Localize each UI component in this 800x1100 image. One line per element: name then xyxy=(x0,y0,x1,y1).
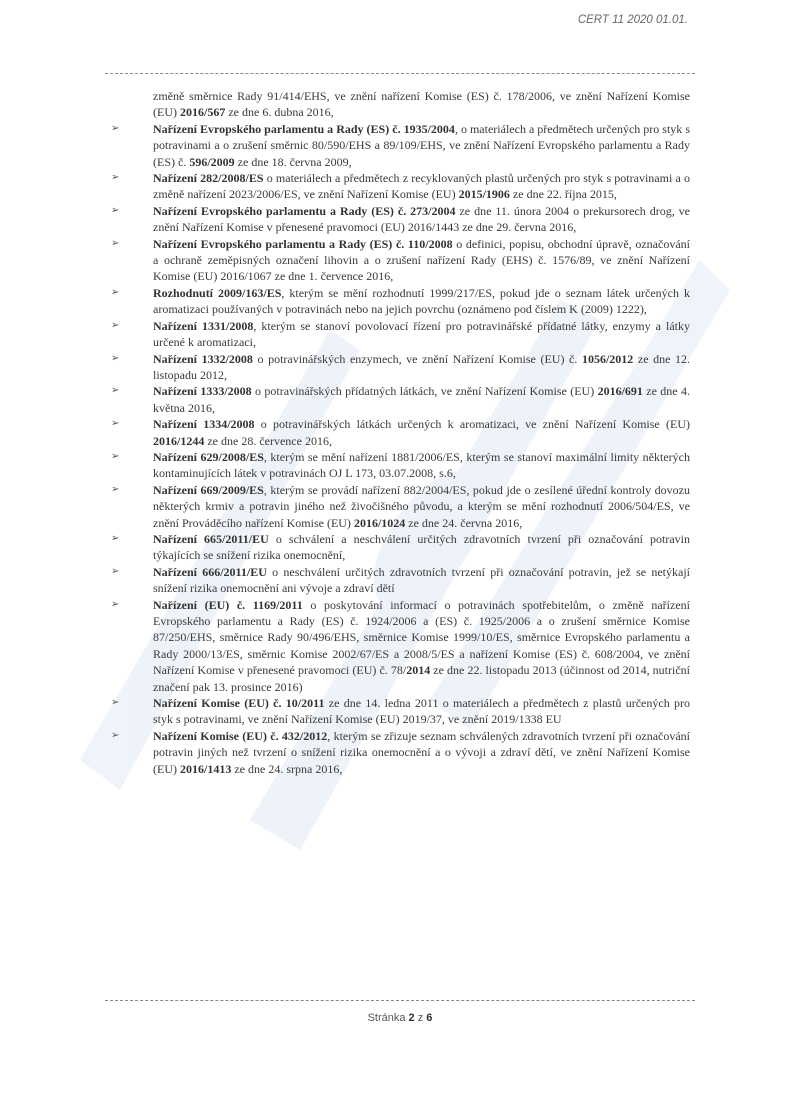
list-item xyxy=(111,416,690,449)
regulation-reference: 2015/1906 xyxy=(458,187,510,202)
regulation-text: , kterým se mění rozhodnutí 1999/217/ES, pokud jde o seznam látek určených k aromatizaci používaných v potravinách nebo na jejich povrchu (oznámeno pod číslem K (2009) 1222), xyxy=(153,285,690,317)
header-divider xyxy=(105,73,695,74)
regulation-reference: 1056/2012 xyxy=(581,351,634,366)
arrow-bullet-icon: ➢ xyxy=(111,483,120,495)
regulation-text: ze dne 22. října 2015, xyxy=(509,187,617,202)
page-prefix: Stránka xyxy=(367,1012,409,1024)
regulation-text: o materiálech a předmětech z recyklovaných plastů určených pro styk s potravinami a o změně nařízení 2023/2006/ES, ve znění Nařízení Komise (EU) xyxy=(153,171,690,202)
arrow-bullet-icon: ➢ xyxy=(111,729,120,741)
regulation-reference: Nařízení 1334/2008 xyxy=(153,417,255,432)
regulation-text: , kterým se provádí nařízení 882/2004/ES, pokud jde o zesílené úřední kontroly dovozu některých krmiv a potravin jiného než živočišného původu, a kterým se mění rozhodnutí 2006/504/ES, ve znění Prováděcího nařízení Komise (EU) xyxy=(153,482,690,530)
arrow-bullet-icon: ➢ xyxy=(111,319,120,331)
list-item xyxy=(111,203,690,236)
list-item xyxy=(111,351,691,384)
regulation-reference: Nařízení 629/2008/ES xyxy=(153,449,264,464)
regulation-text: o schválení a neschválení určitých zdravotních tvrzení při označování potravin týkajících se snížení rizika onemocnění, xyxy=(153,531,690,563)
regulation-reference: Nařízení Evropského parlamentu a Rady (ES) č. 1935/2004 xyxy=(153,121,455,136)
arrow-bullet-icon: ➢ xyxy=(111,237,120,249)
list-item xyxy=(111,531,690,564)
regulation-text: ze dne 24. srpna 2016, xyxy=(231,761,343,776)
regulation-reference: Nařízení 282/2008/ES xyxy=(153,171,264,186)
arrow-bullet-icon: ➢ xyxy=(111,565,120,577)
list-item xyxy=(111,597,690,695)
page-total: 6 xyxy=(426,1012,433,1024)
regulation-text: ze dne 24. června 2016, xyxy=(405,515,523,530)
regulation-text: o poskytování informací o potravinách spotřebitelům, o změně nařízení Evropského parlamentu a Rady (ES) č. 1924/2006 a (ES) č. 1925/2006 a o zrušení směrnice Komise 87/250/EHS, směrnice Rady 90/496/EHS, směrnice Komise 1999/10/ES, směrnice Evropského parlamentu a Rady 2000/13/ES, směrnic Komise 2002/67/ES a 2008/5/ES a nařízení Komise (ES) č. 608/2004, ve znění Nařízení Komise v přenesené pravomoci (EU) č. 78/ xyxy=(153,597,690,678)
regulation-reference: 2016/691 xyxy=(597,384,643,399)
arrow-bullet-icon: ➢ xyxy=(111,418,120,430)
page-number xyxy=(0,1012,800,1024)
regulation-reference: Nařízení 1333/2008 xyxy=(153,384,252,399)
regulation-text: ze dne 14. ledna 2011 o materiálech a předmětech z plastů určených pro styk s potravinami, ve znění Nařízení Komise (EU) 2019/37, ve znění 2019/1338 EU xyxy=(153,696,690,727)
regulation-reference: Nařízení 666/2011/EU xyxy=(153,564,267,579)
regulation-reference: Nařízení Komise (EU) č. 10/2011 xyxy=(153,696,325,711)
regulation-reference: Nařízení 1331/2008 xyxy=(153,318,254,333)
regulation-text: o neschválení určitých zdravotních tvrzení při označování potravin, jež se netýkají snížení rizika onemocnění ani vývoje a zdraví dětí xyxy=(153,564,690,596)
list-item xyxy=(111,170,690,203)
regulation-reference: Nařízení Evropského parlamentu a Rady (ES) č. 273/2004 xyxy=(153,203,456,218)
regulation-reference: 596/2009 xyxy=(189,154,235,169)
regulation-list xyxy=(111,121,691,777)
arrow-bullet-icon: ➢ xyxy=(111,352,120,364)
regulation-text: ze dne 28. července 2016, xyxy=(204,433,332,448)
list-item xyxy=(111,728,691,777)
regulation-text: , o materiálech a předmětech určených pro styk s potravinami a o zrušení směrnic 80/590/EHS a 89/109/EHS, ve znění Nařízení Evropského parlamentu a Rady (ES) č. xyxy=(153,121,690,169)
regulation-reference: 2016/1024 xyxy=(353,515,406,530)
arrow-bullet-icon: ➢ xyxy=(111,532,120,544)
regulation-text: ze dne 18. června 2009, xyxy=(234,154,352,169)
page-sep: z xyxy=(414,1012,427,1024)
regulation-text: o potravinářských enzymech, ve znění Nařízení Komise (EU) č. xyxy=(252,351,582,366)
regulation-reference: Nařízení Evropského parlamentu a Rady (ES) č. 110/2008 xyxy=(153,236,453,251)
list-item xyxy=(111,695,690,728)
list-item xyxy=(111,236,690,285)
regulation-reference: Nařízení (EU) č. 1169/2011 xyxy=(153,597,303,612)
regulation-text: ze dne 4. května 2016, xyxy=(153,384,690,415)
regulation-reference: 2016/567 xyxy=(180,105,226,120)
continued-paragraph xyxy=(153,88,690,121)
arrow-bullet-icon: ➢ xyxy=(111,204,120,216)
regulation-list-section xyxy=(111,88,691,777)
regulation-text: ze dne 11. února 2004 o prekursorech drog, ve znění Nařízení Komise v přenesené pravomoci (EU) 2016/1443 ze dne 29. června 2016, xyxy=(153,203,690,235)
list-item xyxy=(111,285,690,318)
regulation-text: , kterým se mění nařízení 1881/2006/ES, kterým se stanoví maximální limity některých kontaminujících látek v potravinách OJ L 173, 03.07.2008, s.6, xyxy=(153,449,690,481)
document-code: CERT 11 2020 01.01. xyxy=(577,14,688,26)
list-item xyxy=(111,449,690,482)
list-item xyxy=(111,482,690,531)
regulation-reference: Nařízení Komise (EU) č. 432/2012 xyxy=(153,728,328,743)
list-item xyxy=(111,564,690,597)
list-item xyxy=(111,383,690,416)
regulation-reference: Nařízení 669/2009/ES xyxy=(153,482,264,497)
regulation-reference: 2014 xyxy=(406,663,431,678)
arrow-bullet-icon: ➢ xyxy=(111,450,120,462)
regulation-text: o potravinářských látkách určených k aromatizaci, ve znění Nařízení Komise (EU) xyxy=(254,417,690,432)
arrow-bullet-icon: ➢ xyxy=(111,697,120,709)
footer-divider xyxy=(105,1000,695,1001)
regulation-reference: 2016/1413 xyxy=(180,761,232,776)
regulation-text: ze dne 22. listopadu 2013 (účinnost od 2014, nutriční značení pak 13. prosince 2016) xyxy=(153,663,690,694)
regulation-text: o potravinářských přídatných látkách, ve znění Nařízení Komise (EU) xyxy=(251,384,598,399)
arrow-bullet-icon: ➢ xyxy=(111,286,120,298)
regulation-reference: Nařízení 665/2011/EU xyxy=(153,531,269,546)
list-item xyxy=(111,318,690,351)
list-item xyxy=(111,121,690,170)
arrow-bullet-icon: ➢ xyxy=(111,598,120,610)
regulation-text: změně směrnice Rady 91/414/EHS, ve znění nařízení Komise (ES) č. 178/2006, ve znění Nařízení Komise (EU) xyxy=(153,89,690,120)
regulation-reference: Rozhodnutí 2009/163/ES xyxy=(153,285,282,300)
regulation-text: o definici, popisu, obchodní úpravě, označování a ochraně zeměpisných označení lihovin a o zrušení nařízení Rady (EHS) č. 1576/89, ve znění Nařízení Komise (EU) 2016/1067 ze dne 1. července 2016, xyxy=(153,236,690,284)
regulation-text: , kterým se stanoví povolovací řízení pro potravinářské přídatné látky, enzymy a látky určené k aromatizaci, xyxy=(153,318,690,350)
page-current: 2 xyxy=(408,1012,415,1024)
arrow-bullet-icon: ➢ xyxy=(111,385,120,397)
regulation-text: , kterým se zřizuje seznam schválených zdravotních tvrzení při označování potravin jiných než tvrzení o snížení rizika onemocnění a o vývoji a zdraví dětí, ve znění Nařízení Komise (EU) xyxy=(153,728,691,776)
arrow-bullet-icon: ➢ xyxy=(111,122,120,134)
regulation-reference: 2016/1244 xyxy=(153,433,205,448)
regulation-text: ze dne 12. listopadu 2012, xyxy=(153,351,691,382)
regulation-text: ze dne 6. dubna 2016, xyxy=(225,105,334,120)
regulation-reference: Nařízení 1332/2008 xyxy=(153,351,253,366)
arrow-bullet-icon: ➢ xyxy=(111,172,120,184)
